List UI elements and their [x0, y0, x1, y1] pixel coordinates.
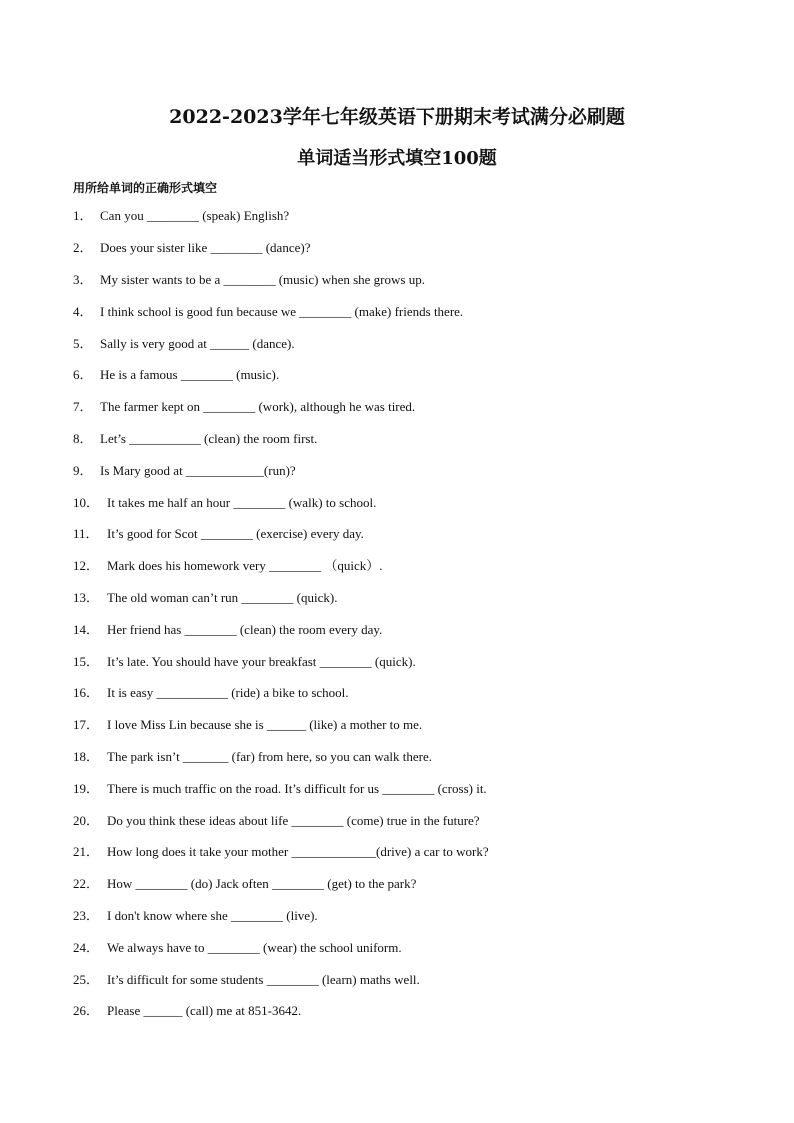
question-number: 26．	[73, 1003, 100, 1018]
question-number: 12．	[73, 558, 100, 573]
question-number: 24．	[73, 940, 100, 955]
question-number: 23．	[73, 908, 100, 923]
question-text: Do you think these ideas about life ________ (come) true in the future?	[107, 813, 480, 828]
question-number: 20．	[73, 813, 100, 828]
question-item	[73, 747, 432, 767]
question-number: 5．	[73, 336, 93, 351]
question-text: How long does it take your mother _____________(drive) a car to work?	[107, 844, 489, 859]
question-text: It’s good for Scot ________ (exercise) every day.	[107, 526, 364, 541]
question-number: 4．	[73, 304, 93, 319]
question-item	[73, 620, 382, 640]
question-text: The old woman can’t run ________ (quick).	[107, 590, 338, 605]
question-number: 16．	[73, 685, 100, 700]
question-text: Her friend has ________ (clean) the room every day.	[107, 622, 383, 637]
question-text: Mark does his homework very ________ （quick）.	[107, 558, 383, 573]
question-text: Can you ________ (speak) English?	[100, 208, 290, 223]
question-item	[73, 842, 489, 862]
document-subtitle: 单词适当形式填空100题	[297, 148, 497, 169]
question-text: He is a famous ________ (music).	[100, 367, 280, 382]
question-number: 8．	[73, 431, 93, 446]
question-item	[73, 334, 295, 354]
question-number: 14．	[73, 622, 100, 637]
question-item	[73, 715, 422, 735]
question-text: Is Mary good at ____________(run)?	[100, 463, 296, 478]
question-item	[73, 270, 425, 290]
question-number: 13．	[73, 590, 100, 605]
question-number: 9．	[73, 463, 93, 478]
question-text: How ________ (do) Jack often ________ (get) to the park?	[107, 876, 417, 891]
question-text: It’s late. You should have your breakfast ________ (quick).	[107, 654, 416, 669]
question-item	[73, 1001, 301, 1021]
question-text: It’s difficult for some students ________ (learn) maths well.	[107, 972, 420, 987]
question-item	[73, 365, 279, 385]
question-text: Does your sister like ________ (dance)?	[100, 240, 311, 255]
question-number: 25．	[73, 972, 100, 987]
question-text: Please ______ (call) me at 851-3642.	[107, 1003, 302, 1018]
question-text: It takes me half an hour ________ (walk) to school.	[107, 495, 377, 510]
question-item	[73, 779, 487, 799]
question-text: We always have to ________ (wear) the school uniform.	[107, 940, 402, 955]
question-item	[73, 302, 463, 322]
question-number: 19．	[73, 781, 100, 796]
question-text: There is much traffic on the road. It’s difficult for us ________ (cross) it.	[107, 781, 487, 796]
question-item	[73, 683, 349, 703]
question-number: 1．	[73, 208, 93, 223]
question-number: 17．	[73, 717, 100, 732]
question-item	[73, 493, 376, 513]
question-item	[73, 524, 364, 544]
question-item	[73, 970, 420, 990]
question-number: 3．	[73, 272, 93, 287]
question-number: 10．	[73, 495, 100, 510]
question-text: I think school is good fun because we ________ (make) friends there.	[100, 304, 464, 319]
question-item	[73, 652, 416, 672]
question-number: 15．	[73, 654, 100, 669]
question-text: I love Miss Lin because she is ______ (like) a mother to me.	[107, 717, 423, 732]
question-text: It is easy ___________ (ride) a bike to school.	[107, 685, 349, 700]
question-text: Sally is very good at ______ (dance).	[100, 336, 295, 351]
question-item	[73, 588, 337, 608]
question-item	[73, 874, 416, 894]
document-title: 2022-2023学年七年级英语下册期末考试满分必刷题	[169, 106, 625, 128]
question-item	[73, 206, 289, 226]
question-item	[73, 461, 296, 481]
question-number: 2．	[73, 240, 93, 255]
question-number: 21．	[73, 844, 100, 859]
question-number: 6．	[73, 367, 93, 382]
question-number: 11．	[73, 526, 99, 541]
question-number: 22．	[73, 876, 100, 891]
question-text: My sister wants to be a ________ (music) when she grows up.	[100, 272, 425, 287]
question-text: Let’s ___________ (clean) the room first.	[100, 431, 318, 446]
question-item	[73, 906, 318, 926]
section-instruction: 用所给单词的正确形式填空	[73, 181, 218, 195]
question-item	[73, 238, 310, 258]
question-item	[73, 811, 480, 831]
question-item	[73, 556, 383, 576]
question-text: I don't know where she ________ (live).	[107, 908, 318, 923]
question-number: 18．	[73, 749, 100, 764]
question-number: 7．	[73, 399, 93, 414]
question-text: The park isn’t _______ (far) from here, so you can walk there.	[107, 749, 433, 764]
question-item	[73, 938, 402, 958]
question-item	[73, 429, 317, 449]
question-text: The farmer kept on ________ (work), although he was tired.	[100, 399, 416, 414]
question-item	[73, 397, 415, 417]
